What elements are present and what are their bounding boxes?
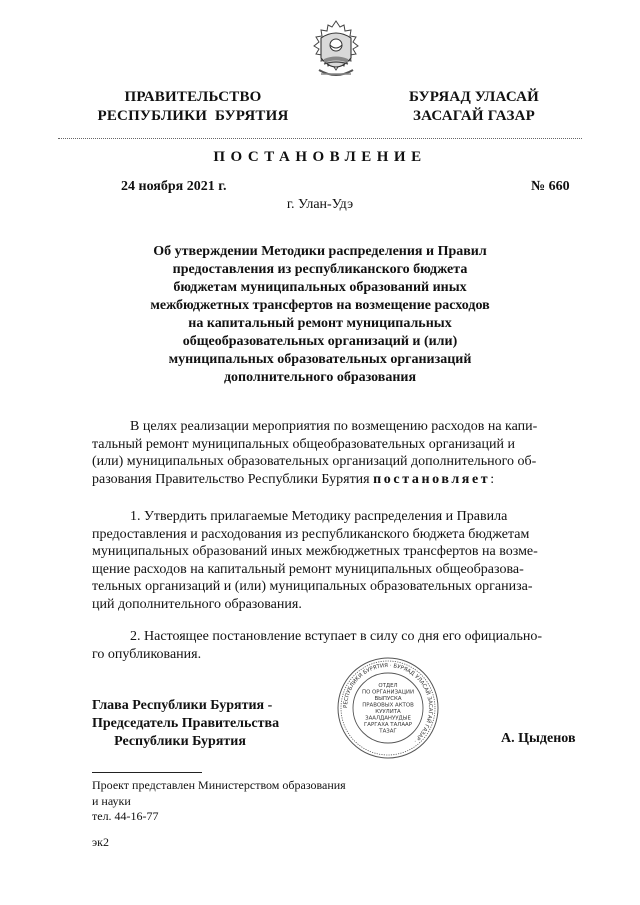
footnote-line: тел. 44-16-77 [92, 809, 159, 823]
line-text: муниципальных образований иных межбюджетных трансфертов на возме- [92, 544, 538, 559]
line-text: предоставления и расходования из республиканского бюджета бюджетам [92, 526, 530, 542]
line-text: тельных организаций и (или) муниципальных образовательных организа- [92, 579, 533, 594]
title-line: на капитальный ремонт муниципальных [188, 316, 452, 331]
document-number: № 660 [531, 179, 570, 194]
line-text: 1. Утвердить прилагаемые Методику распределения и Правила [130, 509, 508, 524]
line-text: ций дополнительного образования. [92, 596, 302, 612]
stamp-ring-path: РЕСПУБЛИКИ БУРЯТИЯ · БУРЯАД УЛАСАЙ ЗАСАГАЙ ГАЗАР · [342, 662, 434, 744]
document-code: эк2 [92, 835, 109, 849]
line-text: тальный ремонт муниципальных общеобразовательных организаций и [92, 436, 515, 452]
header-left [88, 88, 298, 126]
header-right-line: БУРЯАД УЛАСАЙ [408, 89, 540, 105]
line-text: разования Правительство Республики Бурятия [92, 471, 374, 487]
paragraph-line [92, 578, 585, 596]
item-1-paragraph [92, 508, 585, 613]
position-line: Председатель Правительства [92, 716, 280, 731]
coat-of-arms-icon [307, 18, 365, 84]
footnote-divider [92, 772, 202, 773]
document-title [130, 243, 510, 387]
paragraph-line [92, 418, 585, 436]
paragraph-line [92, 436, 585, 454]
signatory-position [92, 697, 280, 751]
preamble-paragraph [92, 418, 585, 488]
paragraph-line [92, 453, 585, 471]
paragraph-line [92, 628, 585, 646]
header-left-line: ПРАВИТЕЛЬСТВО [124, 89, 262, 105]
stamp-line: КУУЛИТА [375, 709, 401, 715]
paragraph-line [92, 561, 585, 579]
footnote-line: Проект представлен Министерством образования [92, 778, 346, 792]
document-date: 24 ноября 2021 г. [121, 179, 227, 194]
official-stamp [336, 656, 440, 760]
header-right-line: ЗАСАГАЙ ГАЗАР [413, 108, 535, 124]
stamp-line: ТАЗАГ [379, 728, 397, 735]
position-line: Республики Бурятия [114, 734, 246, 749]
title-line: Об утверждении Методики распределения и Правил [153, 244, 487, 259]
position-line: Глава Республики Бурятия - [92, 698, 273, 713]
stamp-line: ОТДЕЛ [378, 683, 398, 689]
stamp-line: ПО ОРГАНИЗАЦИИ [362, 689, 414, 696]
paragraph-line [92, 526, 585, 544]
title-line: предоставления из республиканского бюджета [172, 262, 468, 277]
title-line: дополнительного образования [223, 370, 417, 385]
line-text: 2. Настоящее постановление вступает в силу со дня его официально- [130, 629, 543, 644]
line-text: щение расходов на капитальный ремонт муниципальных общеобразова- [92, 561, 524, 577]
signatory-name: А. Цыденов [501, 731, 576, 746]
document-city: г. Улан-Удэ [286, 197, 354, 212]
document-type: ПОСТАНОВЛЕНИЕ [213, 149, 427, 165]
stamp-line: ГАРГАХА ТАЛААР [364, 722, 412, 728]
paragraph-line [92, 543, 585, 561]
header-left-line: РЕСПУБЛИКИ БУРЯТИЯ [97, 108, 289, 124]
line-text: го опубликования. [92, 646, 202, 662]
title-line: бюджетам муниципальных образований иных [173, 280, 467, 295]
line-text: : [490, 471, 495, 487]
stamp-line: ПРАВОВЫХ АКТОВ [362, 702, 414, 709]
paragraph-line [92, 471, 585, 489]
stamp-line: ЗААЛДАНУУДЫЕ [365, 715, 411, 722]
title-line: межбюджетных трансфертов на возмещение расходов [150, 298, 490, 313]
paragraph-line [92, 596, 585, 614]
header-divider [58, 138, 582, 139]
line-text: (или) муниципальных образовательных организаций дополнительного об- [92, 454, 537, 469]
title-line: муниципальных образовательных организаций [168, 352, 472, 367]
line-text: В целях реализации мероприятия по возмещению расходов на капи- [130, 419, 538, 434]
stamp-line: ВЫПУСКА [374, 696, 402, 702]
paragraph-line [92, 508, 585, 526]
footnote-line: и науки [92, 793, 131, 808]
title-line: общеобразовательных организаций и (или) [182, 334, 458, 349]
decree-word: постановляет [373, 471, 491, 487]
footnote [92, 778, 346, 825]
header-right [394, 88, 554, 126]
